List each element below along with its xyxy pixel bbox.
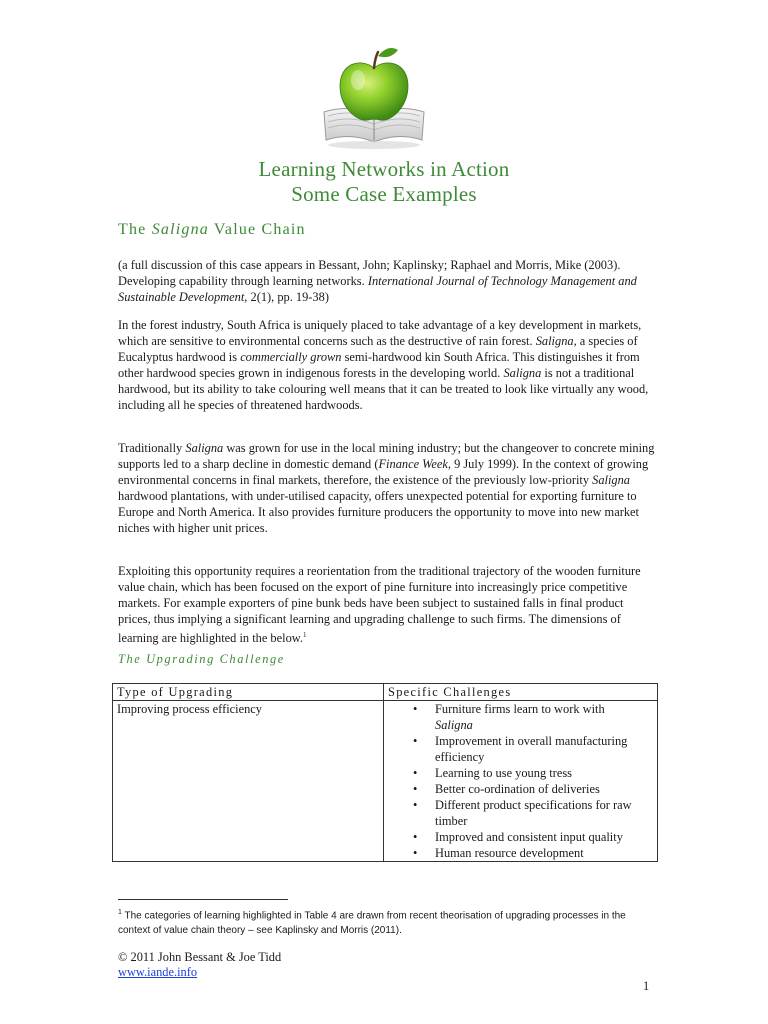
italic-run: commercially grown <box>240 350 342 364</box>
challenges-list <box>388 701 653 861</box>
italic-run: Finance Week <box>378 457 448 471</box>
text-run: semi-hardwood kin South Africa. This distinguishes it from other hardwood species grown in indigenous forests in the developing world. <box>118 350 640 380</box>
citation-paragraph <box>118 257 658 305</box>
column-header-challenges: Specific Challenges <box>384 684 658 701</box>
list-item: • Improved and consistent input quality <box>435 829 653 845</box>
text-run: Exploiting this opportunity requires a reorientation from the traditional trajectory of the wooden furniture value chain, which has been focused on the export of pine furniture into increasingly price competitive markets. For example exporters of pine bunk beds have been subject to sustained falls in final product prices, thus implying a significant learning and upgrading challenge to such firms. The dimensions of learning are highlighted in the below. <box>118 564 641 646</box>
citation-text: (a full discussion of this case appears in Bessant, John; Kaplinsky; Raphael and Morris, Mike (2003). Developing capability through learning networks. <box>118 258 621 288</box>
footnote-reference[interactable]: 1 <box>303 631 307 639</box>
list-item-text: Furniture firms learn to work with <box>435 702 605 716</box>
body-paragraph-1 <box>118 317 658 413</box>
italic-run: Saligna <box>535 334 574 348</box>
section-heading-suffix: Value Chain <box>213 221 306 238</box>
list-item: • Different product specifications for raw timber <box>435 797 653 829</box>
text-run: , 9 July 1999). In the context of growing environmental concerns in final markets, therefore, the existence of the previously low-priority <box>118 457 649 487</box>
footnote-text: The categories of learning highlighted in Table 4 are drawn from recent theorisation of upgrading processes in the context of value chain theory – see Kaplinsky and Morris (2011). <box>118 910 626 937</box>
text-run: was grown for use in the local mining industry; but the changeover to concrete mining supports led to a sharp decline in domestic demand ( <box>118 441 655 471</box>
text-run: In the forest industry, South Africa is uniquely placed to take advantage of a key development in markets, which are sensitive to environmental concerns such as the destructive of rain forest. <box>118 318 642 348</box>
upgrading-challenge-table <box>112 683 658 862</box>
italic-run: Saligna <box>185 441 224 455</box>
page-title-line-1: Learning Networks in Action <box>258 157 510 181</box>
text-run: is not a traditional hardwood, but its ability to take colouring well means that it can be treated to look like virtually any wood, including all he species of threatened hardwoods. <box>118 366 649 412</box>
upgrading-type-cell: Improving process efficiency <box>113 701 384 862</box>
citation-pages: , 2(1), pp. 19-38) <box>244 290 329 304</box>
list-item: • Human resource development <box>435 845 653 861</box>
footnote-divider <box>118 899 288 900</box>
section-heading-prefix: The <box>118 221 147 238</box>
section-heading-italic: Saligna <box>151 221 209 238</box>
list-item: • Learning to use young tress <box>435 765 653 781</box>
italic-run: Saligna <box>592 473 631 487</box>
table-header-row <box>113 684 658 701</box>
body-paragraph-3 <box>118 563 658 646</box>
list-item-italic: Saligna <box>435 718 473 732</box>
footnote <box>118 905 658 938</box>
list-item <box>435 701 653 733</box>
italic-run: Saligna <box>503 366 542 380</box>
column-header-type: Type of Upgrading <box>113 684 384 701</box>
text-run: Traditionally <box>118 441 183 455</box>
challenges-cell <box>384 701 658 862</box>
website-link[interactable]: www.iande.info <box>118 965 198 979</box>
journal-title: International Journal of Technology Management and Sustainable Development <box>118 274 637 304</box>
table-row <box>113 701 658 862</box>
list-item: • Better co-ordination of deliveries <box>435 781 653 797</box>
list-item: • Improvement in overall manufacturing efficiency <box>435 733 653 765</box>
table-subheading: The Upgrading Challenge <box>118 652 285 666</box>
footnote-number: 1 <box>118 909 122 916</box>
page-number: 1 <box>643 979 650 993</box>
section-heading <box>118 221 306 239</box>
body-paragraph-2 <box>118 440 658 536</box>
apple-on-book-icon <box>318 42 430 154</box>
page-title-line-2: Some Case Examples <box>291 182 477 206</box>
text-run: hardwood plantations, with under-utilised capacity, offers unexpected potential for exporting furniture to Europe and North America. It also provides furniture producers the opportunity to move into new market niches with higher unit prices. <box>118 489 639 535</box>
text-run: , a species of Eucalyptus hardwood is <box>118 334 638 364</box>
copyright-notice: © 2011 John Bessant & Joe Tidd <box>118 950 282 964</box>
